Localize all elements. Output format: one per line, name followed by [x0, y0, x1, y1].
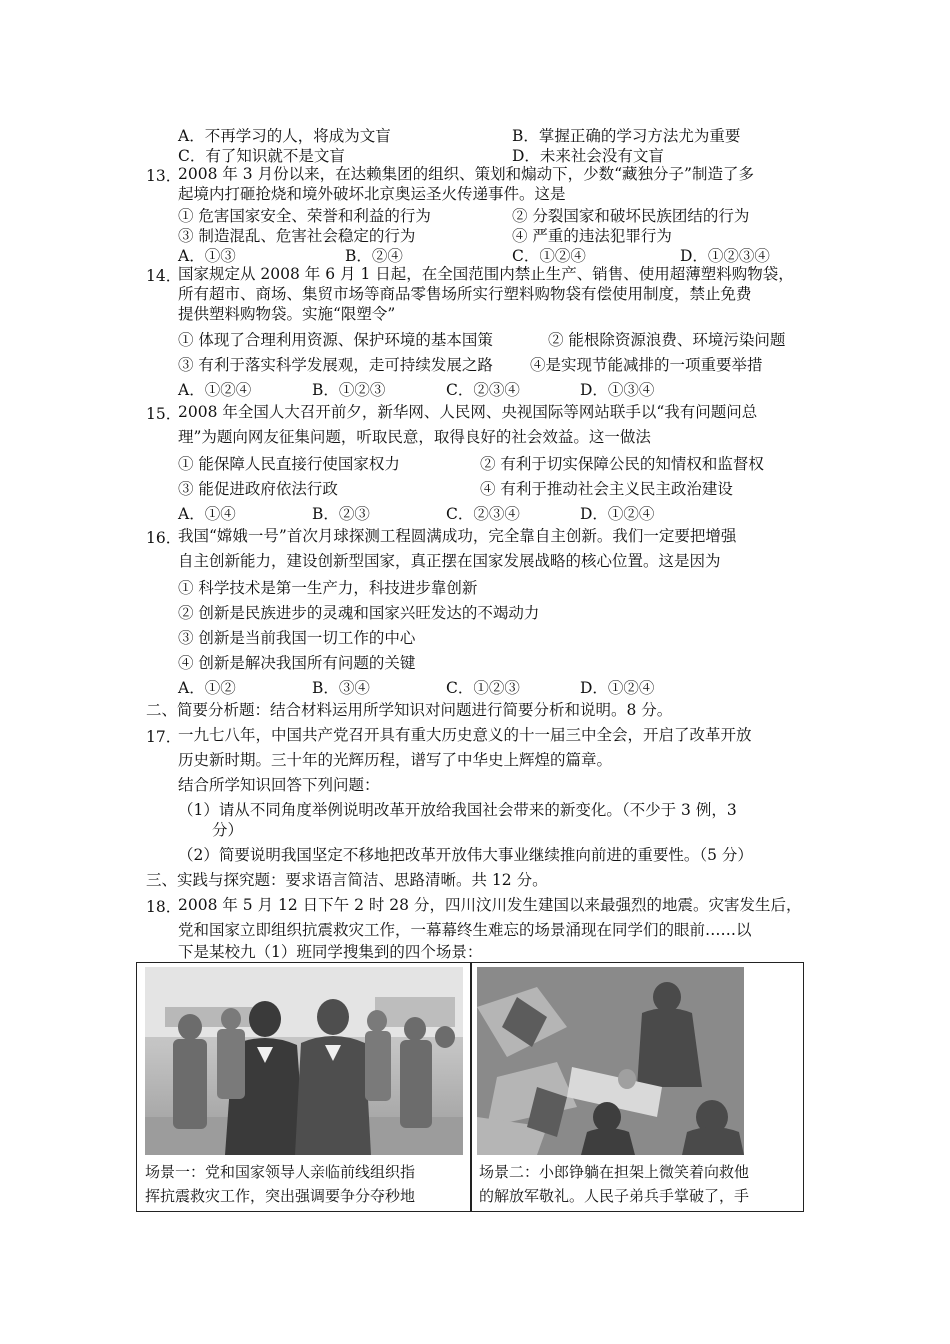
q14-option-b: B．①②③	[312, 381, 386, 399]
q16-number: 16．	[146, 529, 182, 547]
q16-statement-2: ② 创新是民族进步的灵魂和国家兴旺发达的不竭动力	[178, 604, 540, 622]
q15-number: 15．	[146, 405, 182, 423]
q15-option-a: A．①④	[178, 505, 236, 523]
q16-statement-1: ① 科学技术是第一生产力，科技进步靠创新	[178, 579, 478, 597]
q13-option-a: A．①③	[178, 247, 236, 265]
q14-option-c: C．②③④	[446, 381, 520, 399]
section-3-heading: 三、实践与探究题：要求语言简洁、思路清晰。共 12 分。	[146, 871, 548, 889]
q17-part1-line1: （1）请从不同角度举例说明改革开放给我国社会带来的新变化。（不少于 3 例，3	[178, 801, 737, 819]
q17-stem-line3: 结合所学知识回答下列问题：	[178, 776, 380, 794]
q17-stem-line1: 一九七八年，中国共产党召开具有重大历史意义的十一届三中全会，开启了改革开放	[178, 726, 752, 744]
q15-option-b: B．②③	[312, 505, 370, 523]
q12-option-c: C．有了知识就不是文盲	[178, 147, 345, 165]
q17-part1-line2: 分）	[212, 821, 244, 839]
q13-statement-1: ① 危害国家安全、荣誉和利益的行为	[178, 207, 431, 225]
scene-2-caption-line2: 的解放军敬礼。人民子弟兵手掌破了，手	[479, 1187, 750, 1205]
q14-option-d: D．①③④	[580, 381, 655, 399]
q14-statement-1: ① 体现了合理利用资源、保护环境的基本国策	[178, 331, 493, 349]
q12-option-b: B．掌握正确的学习方法尤为重要	[512, 127, 741, 145]
scene-2-caption-line1: 场景二：小郎铮躺在担架上微笑着向救他	[479, 1163, 750, 1181]
q18-stem-line2: 党和国家立即组织抗震救灾工作，一幕幕终生难忘的场景涌现在同学们的眼前……以	[178, 921, 752, 939]
q16-option-c: C．①②③	[446, 679, 520, 697]
q13-statement-2: ② 分裂国家和破坏民族团结的行为	[512, 207, 750, 225]
q15-stem-line2: 理”为题向网友征集问题，听取民意，取得良好的社会效益。这一做法	[178, 428, 651, 446]
q15-stem-line1: 2008 年全国人大召开前夕，新华网、人民网、央视国际等网站联手以“我有问题问总	[178, 403, 758, 421]
scene-1-photo	[145, 967, 463, 1155]
q14-stem-line1: 国家规定从 2008 年 6 月 1 日起，在全国范围内禁止生产、销售、使用超薄塑料购物袋，	[178, 265, 794, 283]
q13-option-d: D．①②③④	[680, 247, 770, 265]
q16-stem-line2: 自主创新能力，建设创新型国家，真正摆在国家发展战略的核心位置。这是因为	[178, 552, 721, 570]
q13-statement-4: ④ 严重的违法犯罪行为	[512, 227, 672, 245]
q13-option-c: C．①②④	[512, 247, 586, 265]
q13-number: 13．	[146, 167, 182, 185]
q13-stem-line2: 起境内打砸抢烧和境外破坏北京奥运圣火传递事件。这是	[178, 185, 566, 203]
q17-number: 17．	[146, 728, 182, 746]
q16-statement-3: ③ 创新是当前我国一切工作的中心	[178, 629, 416, 647]
q13-stem-line1: 2008 年 3 月份以来，在达赖集团的组织、策划和煽动下，少数“藏独分子”制造了多	[178, 165, 754, 183]
q15-option-c: C．②③④	[446, 505, 520, 523]
q14-stem-line3: 提供塑料购物袋。实施“限塑令”	[178, 305, 396, 323]
q15-statement-1: ① 能保障人民直接行使国家权力	[178, 455, 400, 473]
scene-1-caption-line1: 场景一：党和国家领导人亲临前线组织指	[145, 1163, 416, 1181]
scene-1-caption-line2: 挥抗震救灾工作，突出强调要争分夺秒地	[145, 1187, 416, 1205]
q15-statement-4: ④ 有利于推动社会主义民主政治建设	[480, 480, 733, 498]
q16-stem-line1: 我国“嫦娥一号”首次月球探测工程圆满成功，完全靠自主创新。我们一定要把增强	[178, 527, 737, 545]
q14-stem-line2: 所有超市、商场、集贸市场等商品零售场所实行塑料购物袋有偿使用制度，禁止免费	[178, 285, 752, 303]
q16-option-a: A．①②	[178, 679, 236, 697]
scene-1-illustration	[145, 967, 463, 1155]
q13-statement-3: ③ 制造混乱、危害社会稳定的行为	[178, 227, 416, 245]
q18-stem-line1: 2008 年 5 月 12 日下午 2 时 28 分，四川汶川发生建国以来最强烈的地震。灾害发生后，	[178, 896, 802, 914]
q16-option-d: D．①②④	[580, 679, 655, 697]
q17-stem-line2: 历史新时期。三十年的光辉历程，谱写了中华史上辉煌的篇章。	[178, 751, 613, 769]
q16-statement-4: ④ 创新是解决我国所有问题的关键	[178, 654, 416, 672]
q18-stem-line3: 下是某校九（1）班同学搜集到的四个场景：	[178, 943, 483, 961]
scene-2-photo	[477, 967, 744, 1155]
table-divider	[470, 963, 472, 1211]
q14-statement-3: ③ 有利于落实科学发展观，走可持续发展之路	[178, 356, 493, 374]
scene-2-illustration	[477, 967, 744, 1155]
q14-statement-2: ② 能根除资源浪费、环境污染问题	[548, 331, 786, 349]
q14-statement-4: ④是实现节能减排的一项重要举措	[530, 356, 763, 374]
section-2-heading: 二、简要分析题：结合材料运用所学知识对问题进行简要分析和说明。8 分。	[146, 701, 673, 719]
q12-option-a: A．不再学习的人，将成为文盲	[178, 127, 391, 145]
q14-number: 14．	[146, 267, 182, 285]
q18-number: 18．	[146, 898, 182, 916]
q13-option-b: B．②④	[345, 247, 403, 265]
q17-part2: （2）简要说明我国坚定不移地把改革开放伟大事业继续推向前进的重要性。（5 分）	[178, 846, 753, 864]
scene-photo-table	[136, 962, 804, 1212]
q12-option-d: D．未来社会没有文盲	[512, 147, 664, 165]
q15-statement-3: ③ 能促进政府依法行政	[178, 480, 338, 498]
q15-statement-2: ② 有利于切实保障公民的知情权和监督权	[480, 455, 764, 473]
q15-option-d: D．①②④	[580, 505, 655, 523]
q16-option-b: B．③④	[312, 679, 370, 697]
q14-option-a: A．①②④	[178, 381, 252, 399]
